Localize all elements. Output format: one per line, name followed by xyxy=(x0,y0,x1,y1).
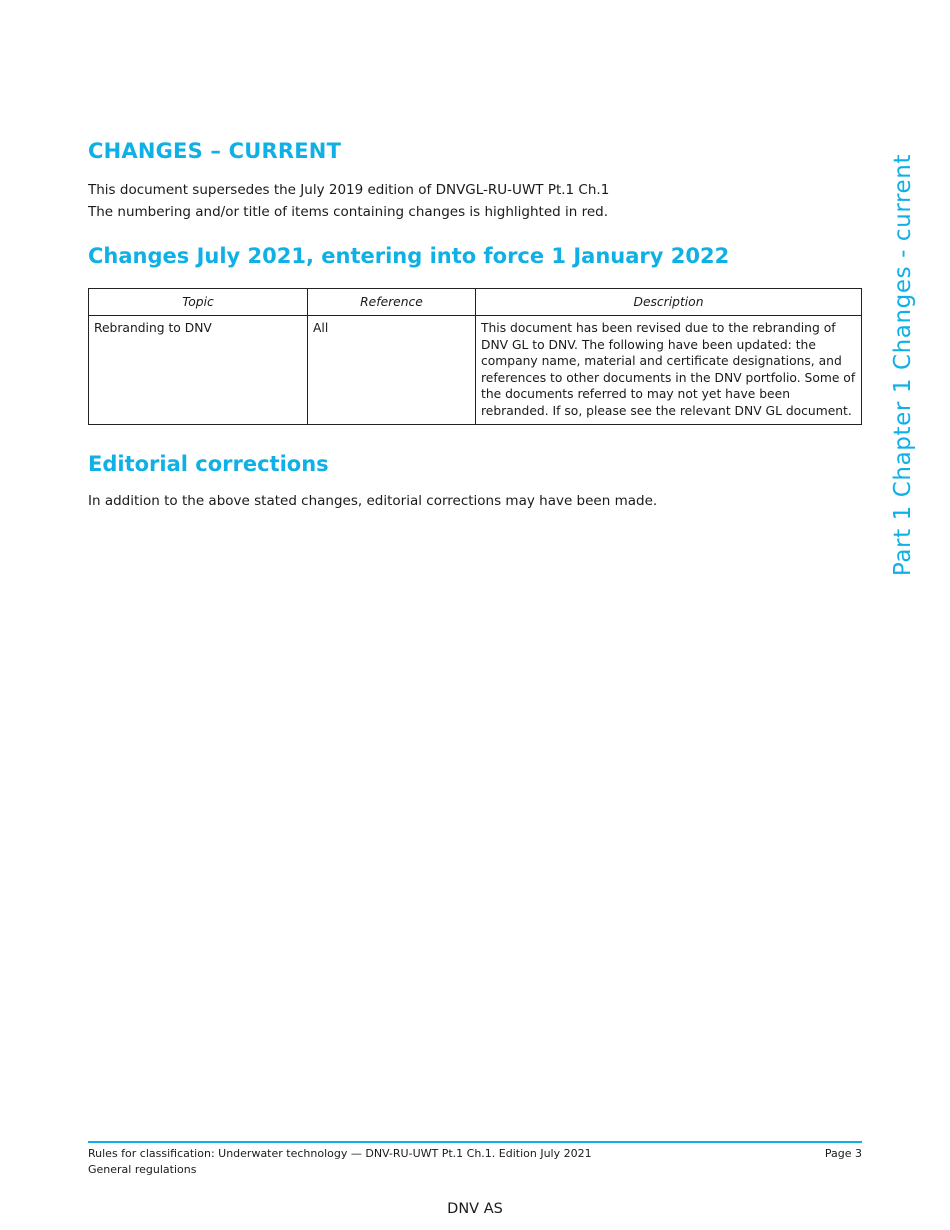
editorial-text: In addition to the above stated changes, editorial corrections may have been made. xyxy=(88,493,658,509)
page-number: Page 3 xyxy=(824,1147,862,1160)
footer-document-info xyxy=(88,1146,592,1178)
side-chapter-label: Part 1 Chapter 1 Changes - current xyxy=(890,153,916,577)
footer-divider xyxy=(88,1141,862,1143)
cell-topic: Rebranding to DNV xyxy=(89,316,308,425)
changes-heading: Changes July 2021, entering into force 1 January 2022 xyxy=(88,244,730,268)
footer-section-title: General regulations xyxy=(88,1163,197,1176)
company-name: DNV AS xyxy=(447,1201,503,1217)
page-title: CHANGES – CURRENT xyxy=(88,139,342,163)
editorial-heading: Editorial corrections xyxy=(88,452,329,476)
supersedes-text: This document supersedes the July 2019 edition of DNVGL-RU-UWT Pt.1 Ch.1 xyxy=(88,182,610,198)
changes-table xyxy=(88,288,862,425)
column-header-reference: Reference xyxy=(308,289,476,316)
column-header-description: Description xyxy=(476,289,862,316)
highlight-note-text: The numbering and/or title of items containing changes is highlighted in red. xyxy=(88,203,609,220)
table-header-row xyxy=(89,289,862,316)
column-header-topic: Topic xyxy=(89,289,308,316)
table-row xyxy=(89,316,862,425)
footer-document-title: Rules for classification: Underwater technology — DNV-RU-UWT Pt.1 Ch.1. Edition July 2021 xyxy=(88,1147,592,1160)
intro-paragraph xyxy=(88,180,609,223)
cell-reference: All xyxy=(308,316,476,425)
cell-description: This document has been revised due to the rebranding of DNV GL to DNV. The following have been updated: the company name, material and certificate designations, and references to other documents in the DNV portfolio. Some of the documents referred to may not yet have been rebranded. If so, please see the relevant DNV GL document. xyxy=(476,316,862,425)
